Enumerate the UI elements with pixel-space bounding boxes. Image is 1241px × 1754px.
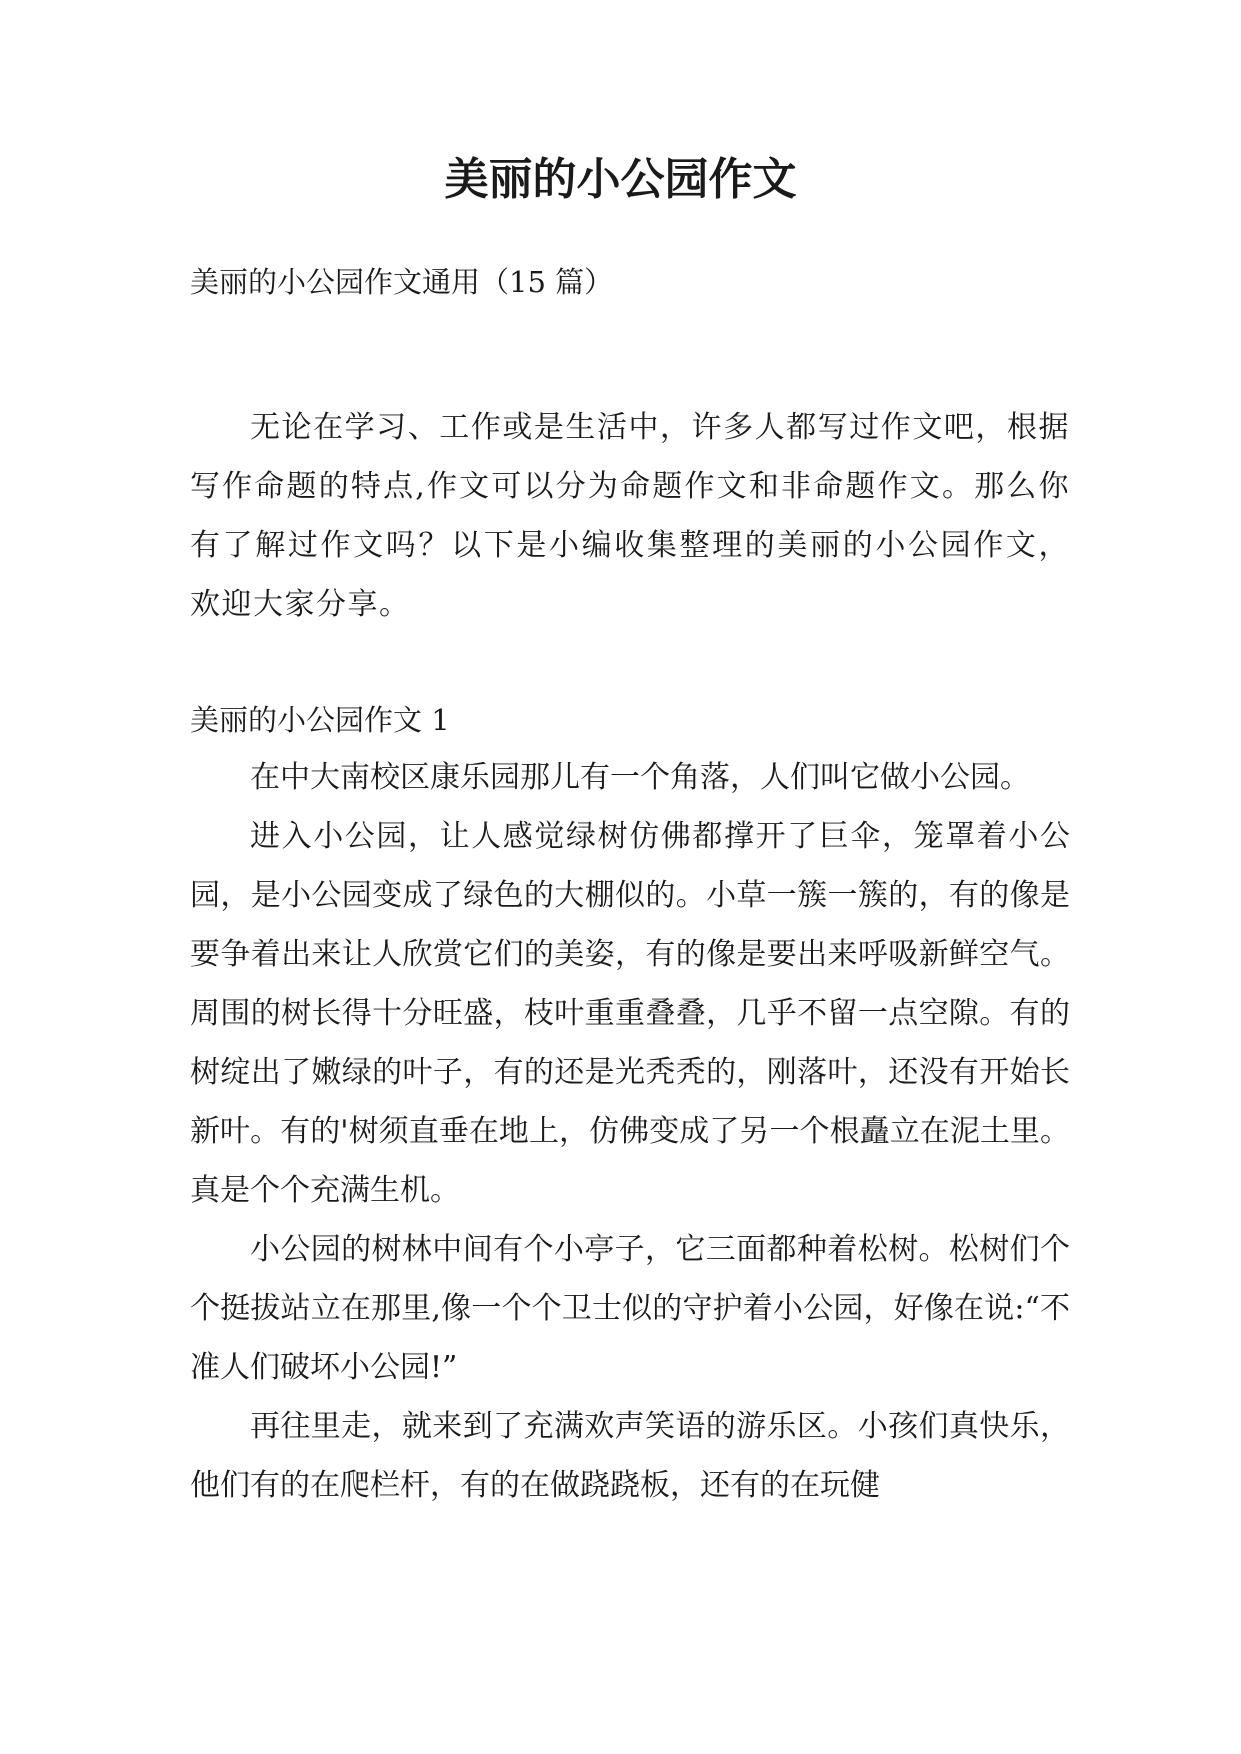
document-subtitle: 美丽的小公园作文通用（15 篇） (190, 265, 614, 299)
essay-paragraph: 在中大南校区康乐园那儿有一个角落，人们叫它做小公园。 (250, 760, 1030, 795)
essay-paragraph: 再往里走，就来到了充满欢声笑语的游乐区。小孩们真快乐，他们有的在爬栏杆，有的在做跷跷板，还有的在玩健 (190, 1409, 1070, 1503)
intro-section (190, 398, 1070, 634)
intro-paragraph: 无论在学习、工作或是生活中，许多人都写过作文吧，根据写作命题的特点,作文可以分为命题作文和非命题作文。那么你有了解过作文吗？以下是小编收集整理的美丽的小公园作文，欢迎大家分享。 (190, 410, 1070, 622)
document-title: 美丽的小公园作文 (444, 154, 797, 205)
essay-paragraph: 小公园的树林中间有个小亭子，它三面都种着松树。松树们个个挺拔站立在那里,像一个个卫士似的守护着小公园，好像在说:“不准人们破坏小公园!” (190, 1232, 1070, 1385)
section-heading: 美丽的小公园作文 1 (190, 703, 450, 737)
essay-paragraph: 进入小公园，让人感觉绿树仿佛都撑开了巨伞，笼罩着小公园，是小公园变成了绿色的大棚似的。小草一簇一簇的，有的像是要争着出来让人欣赏它们的美姿，有的像是要出来呼吸新鲜空气。周围的树长得十分旺盛，枝叶重重叠叠，几乎不留一点空隙。有的树绽出了嫩绿的叶子，有的还是光秃秃的，刚落叶，还没有开始长新叶。有的'树须直垂在地上，仿佛变成了另一个根矗立在泥土里。真是个个充满生机。 (190, 819, 1070, 1208)
essay-body (190, 748, 1070, 1515)
